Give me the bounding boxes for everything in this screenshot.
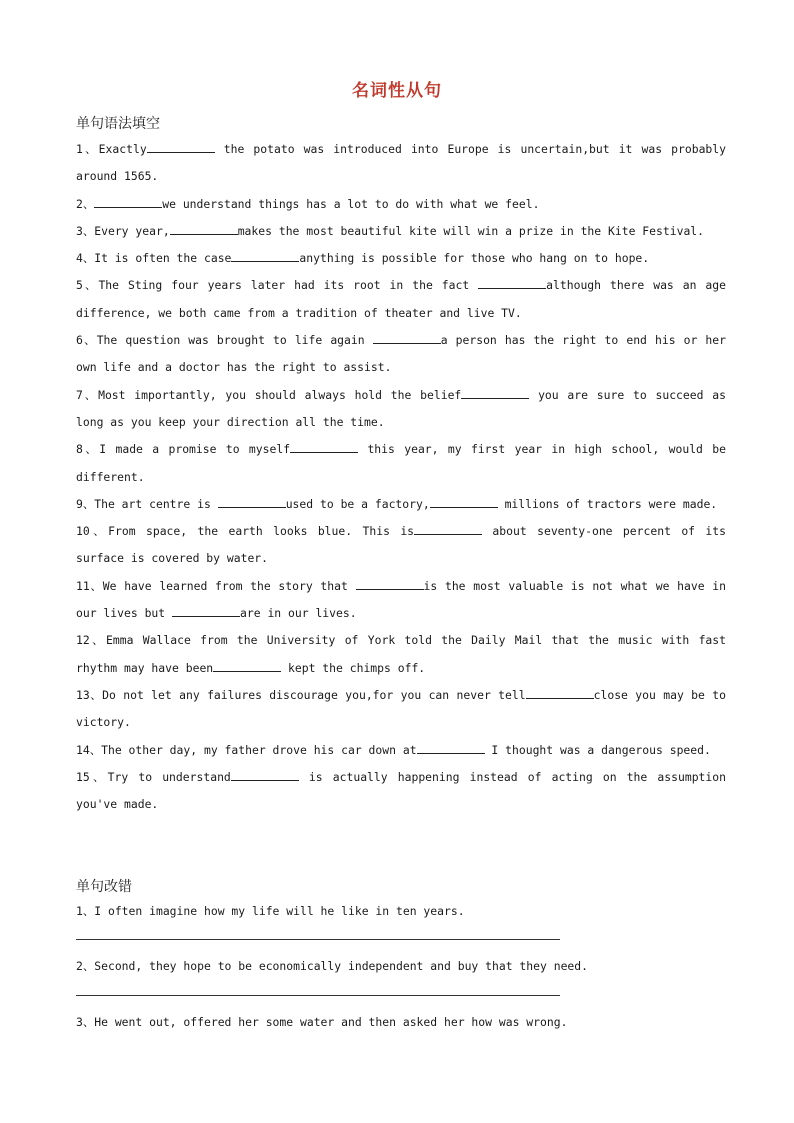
answer-blank[interactable] — [290, 441, 358, 453]
question-12: 12、Emma Wallace from the University of York told the Daily Mail that the music with fast rhythm may have been kept the chimps off. — [76, 633, 726, 675]
question-13: 13、Do not let any failures discourage you,for you can never tell close you may be to victory. — [76, 687, 726, 730]
answer-blank[interactable] — [218, 496, 286, 508]
question-15: 15、Try to understand is actually happening instead of acting on the assumption you've made. — [76, 769, 726, 812]
answer-blank[interactable] — [461, 387, 529, 399]
question-11: 11、We have learned from the story that is the most valuable is not what we have in our lives but are in our lives. — [76, 578, 726, 621]
error-correction-list — [76, 898, 726, 1036]
question-9: 9、The art centre is used to be a factory, millions of tractors were made. — [76, 496, 718, 511]
question-8: 8、I made a promise to myself this year, my first year in high school, would be different. — [76, 442, 726, 484]
question-6: 6、The question was brought to life again a person has the right to end his or her own life and a doctor has the right to assist. — [76, 333, 727, 375]
correction-item-1: 1、I often imagine how my life will he like in ten years. — [76, 904, 465, 918]
answer-blank[interactable] — [356, 578, 424, 590]
question-5: 5、The Sting four years later had its root in the fact although there was an age difference, we both came from a tradition of theater and live TV. — [76, 278, 726, 320]
answer-blank[interactable] — [94, 196, 162, 208]
fill-in-question-list — [76, 136, 726, 818]
answer-line[interactable] — [76, 938, 560, 940]
section-heading-fill-in: 单句语法填空 — [76, 116, 160, 132]
answer-line[interactable] — [76, 994, 560, 996]
answer-blank[interactable] — [170, 223, 238, 235]
answer-blank[interactable] — [414, 523, 482, 535]
question-14: 14、The other day, my father drove his car down at I thought was a dangerous speed. — [76, 742, 711, 757]
answer-blank[interactable] — [231, 769, 299, 781]
correction-item-2: 2、Second, they hope to be economically independent and buy that they need. — [76, 959, 589, 974]
question-2: 2、 we understand things has a lot to do with what we feel. — [76, 196, 540, 211]
correction-item-3: 3、He went out, offered her some water and then asked her how was wrong. — [76, 1014, 568, 1029]
answer-blank[interactable] — [213, 660, 281, 672]
question-10: 10、From space, the earth looks blue. This is about seventy-one percent of its surface is covered by water. — [76, 524, 726, 566]
answer-blank[interactable] — [172, 605, 240, 617]
answer-blank[interactable] — [373, 332, 441, 344]
answer-blank[interactable] — [478, 277, 546, 289]
answer-blank[interactable] — [430, 496, 498, 508]
answer-blank[interactable] — [526, 687, 594, 699]
section-heading-error-correction: 单句改错 — [76, 879, 132, 895]
question-3: 3、Every year, makes the most beautiful kite will win a prize in the Kite Festival. — [76, 223, 705, 238]
question-4: 4、It is often the case anything is possible for those who hang on to hope. — [76, 251, 650, 266]
answer-blank[interactable] — [417, 742, 485, 754]
question-1: 1、Exactly the potato was introduced into Europe is uncertain,but it was probably around 1565. — [76, 142, 726, 184]
question-7: 7、Most importantly, you should always hold the belief you are sure to succeed as long as you keep your direction all the time. — [76, 387, 726, 429]
answer-blank[interactable] — [231, 250, 299, 262]
page-title: 名词性从句 — [352, 81, 442, 101]
answer-blank[interactable] — [147, 141, 215, 153]
